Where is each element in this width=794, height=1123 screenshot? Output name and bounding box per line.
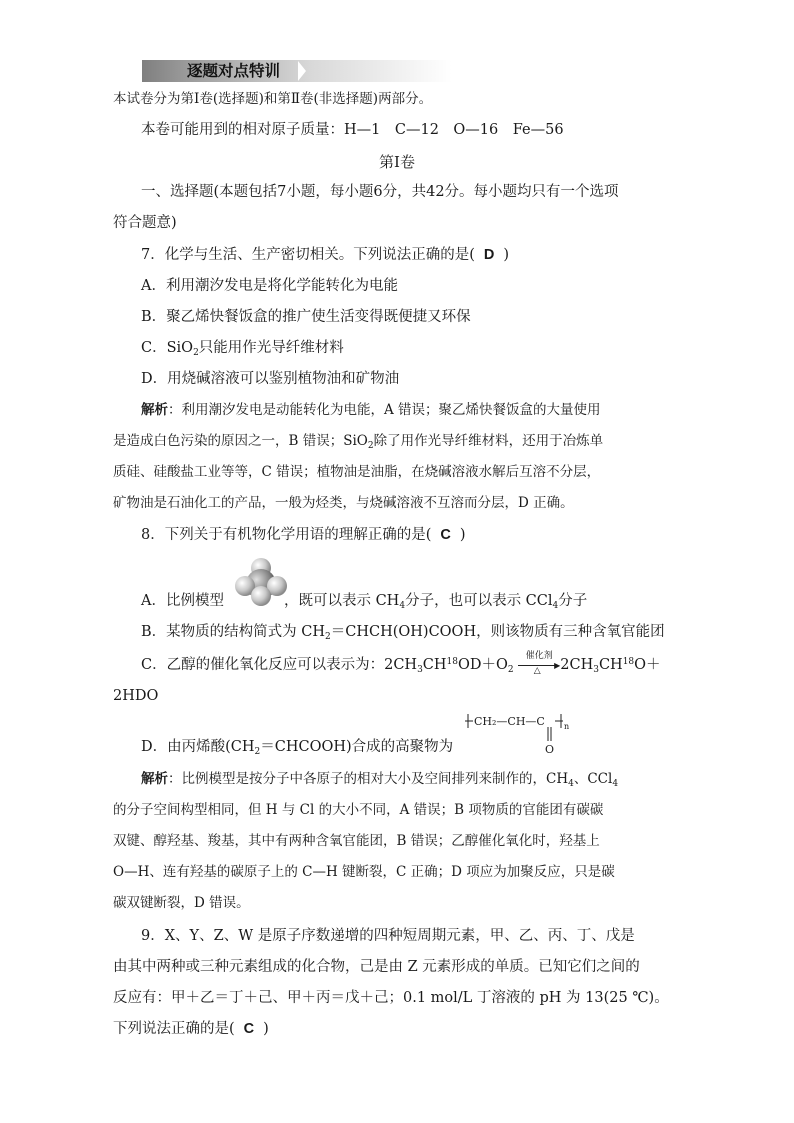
q9-line-1: 9．X、Y、Z、W 是原子序数递增的四种短周期元素，甲、乙、丙、丁、戊是 xyxy=(141,928,635,944)
polymer-structure xyxy=(465,711,595,757)
q7-option-d: D．用烧碱溶液可以鉴别植物油和矿物油 xyxy=(141,371,400,387)
banner-title: 逐题对点特训 xyxy=(187,62,281,80)
q7-explanation-2: 是造成白色污染的原因之一，B 错误；SiO$_2$除了用作光导纤维材料，还用于冶炼单 xyxy=(113,433,604,451)
q8-explanation-3: 双键、醇羟基、羧基，其中有两种含氧官能团，B 错误；乙醇催化氧化时，羟基上 xyxy=(113,833,600,849)
q8-option-b: B．某物质的结构简式为 $CH_2=CHCH(OH)COOH$，则该物质有三种含氧官能团 xyxy=(141,624,665,642)
q7-option-c: C．SiO$_2$只能用作光导纤维材料 xyxy=(141,340,344,358)
q7-option-b: B．聚乙烯快餐饭盒的推广使生活变得既便捷又环保 xyxy=(141,309,471,325)
q8-option-a: A．比例模型 ，既可以表示 $CH_4$分子，也可以表示 CCl$_4$分子 xyxy=(141,593,588,611)
q8-explanation-4: O—H、连有羟基的碳原子上的 C—H 键断裂，C 正确；D 项应为加聚反应，只是碳 xyxy=(113,864,615,880)
q7-explanation-4: 矿物油是石油化工的产品，一般为烃类，与烧碱溶液不互溶而分层，D 正确。 xyxy=(113,495,574,511)
q8-answer: C xyxy=(440,527,451,543)
banner-arrow-icon xyxy=(298,61,306,81)
q8-stem: 8．下列关于有机物化学用语的理解正确的是( C ) xyxy=(141,527,466,543)
part-instruction-2: 符合题意) xyxy=(113,215,177,231)
part-instruction-1: 一、选择题(本题包括7小题，每小题6分，共42分。每小题均只有一个选项 xyxy=(141,184,619,200)
q7-explanation-1: 解析：利用潮汐发电是动能转化为电能，A 错误；聚乙烯快餐饭盒的大量使用 xyxy=(141,402,601,418)
q8-option-c-cont: 2HDO xyxy=(113,688,159,704)
polymer-oxygen: O xyxy=(545,743,555,756)
polymer-n: n xyxy=(564,722,570,731)
polymer-chain: CH₂—CH—C xyxy=(474,715,545,728)
q9-line-2: 由其中两种或三种元素组成的化合物，己是由 Z 元素形成的单质。已知它们之间的 xyxy=(113,959,640,975)
q9-line-4: 下列说法正确的是( C ) xyxy=(113,1021,269,1037)
q8-explanation-1: 解析：比例模型是按分子中各原子的相对大小及空间排列来制作的，$CH_4$、CCl$_4$ xyxy=(141,771,619,789)
q8-explanation-2: 的分子空间构型相同，但 H 与 Cl 的大小不同，A 错误；B 项物质的官能团有碳碳 xyxy=(113,802,604,818)
q9-answer: C xyxy=(243,1021,255,1037)
q7-stem: 7．化学与生活、生产密切相关。下列说法正确的是( D ) xyxy=(141,247,510,263)
q8-option-c: C．乙醇的催化氧化反应可以表示为：$2CH_3CH^{18}OD+O_2$ 催化剂 ▶ △ $2CH_3CH^{18}O+$ xyxy=(141,651,661,676)
reaction-arrow-icon: 催化剂 ▶ △ xyxy=(518,655,560,675)
intro-line-2: 本卷可能用到的相对原子质量：H—1 C—12 O—16 Fe—56 xyxy=(141,122,564,138)
q9-line-3: 反应有：甲＋乙＝丁＋己、甲＋丙＝戊＋己；0.1 mol/L 丁溶液的 pH 为 13(25 ℃)。 xyxy=(113,990,669,1006)
intro-line-1: 本试卷分为第Ⅰ卷(选择题)和第Ⅱ卷(非选择题)两部分。 xyxy=(113,91,433,107)
q7-explanation-3: 质硅、硅酸盐工业等等，C 错误；植物油是油脂，在烧碱溶液水解后互溶不分层， xyxy=(113,464,601,480)
q8-option-d: D．由丙烯酸$(CH_2=CHCOOH)$合成的高聚物为 xyxy=(141,739,454,757)
volume-title: 第Ⅰ卷 xyxy=(379,153,415,171)
q8-explanation-5: 碳双键断裂，D 错误。 xyxy=(113,895,250,911)
q7-answer: D xyxy=(483,247,495,263)
q7-option-a: A．利用潮汐发电是将化学能转化为电能 xyxy=(141,278,398,294)
